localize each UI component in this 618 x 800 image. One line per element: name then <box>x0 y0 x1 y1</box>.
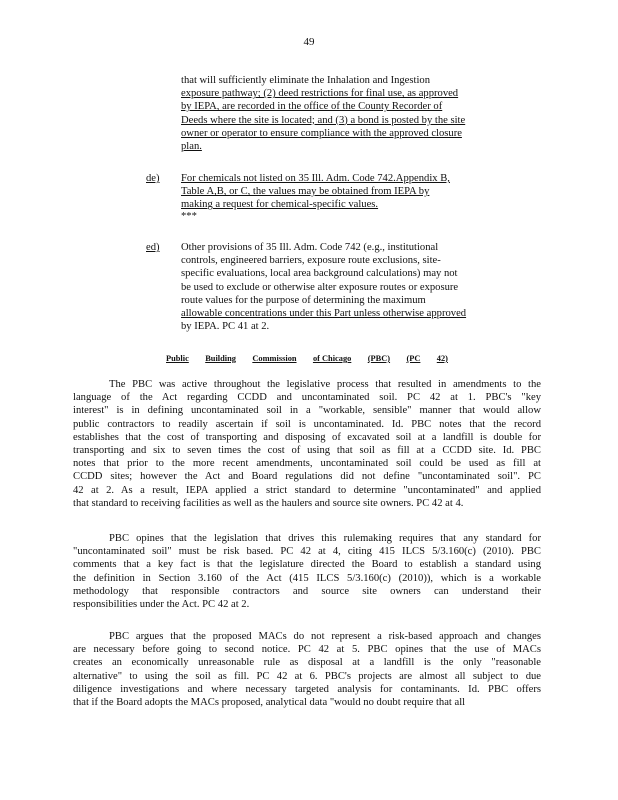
body-paragraph <box>73 532 541 611</box>
paragraph-line: language of the Act regarding CCDD and uncontaminated soil. PC 42 at 1. PBC's "key <box>73 392 541 404</box>
paragraph-line: responsibilities under the Act. PC 42 at 2. <box>73 599 250 611</box>
paragraph-line: creates an economically unreasonable rule as disposal at a landfill is the only "reasonable <box>73 657 541 669</box>
item-de-line: Table A,B, or C, the values may be obtained from IEPA by <box>181 186 430 198</box>
paragraph-line: 42 at 2. As a result, IEPA applied a strict standard to determine "uncontaminated" and applied <box>73 484 541 496</box>
item-de-line: making a request for chemical-specific values. <box>181 199 379 211</box>
continuation-line: exposure pathway; (2) deed restrictions for final use, as approved <box>181 88 459 100</box>
paragraph-line: establishes that the cost of transporting and disposing of excavated soil at a landfill is double for <box>73 431 541 443</box>
item-ed-line: specific evaluations, local area background calculations) may not <box>181 268 458 280</box>
item-ed-marker: ed) <box>146 242 160 253</box>
paragraph-line: CCDD sites; however the Act and Board regulations did not define "uncontaminated soil". PC <box>73 471 541 483</box>
paragraph-line: PBC argues that the proposed MACs do not represent a risk-based approach and changes <box>109 631 541 642</box>
paragraph-line: public contractors to readily ascertain if soil is uncontaminated. Id. PBC notes that the record <box>73 418 541 430</box>
subheading-word: Commission <box>252 354 297 363</box>
page-number: 49 <box>303 36 315 48</box>
paragraph-line: notes that prior to the more recent amendments, uncontaminated soil could be used as fill at <box>73 458 541 470</box>
continuation-line: by IEPA, are recorded in the office of the County Recorder of <box>181 101 443 113</box>
paragraph-line: are necessary before going to second notice. PC 42 at 5. PBC opines that the use of MACs <box>73 644 541 656</box>
item-ed-line: Other provisions of 35 Ill. Adm. Code 742 (e.g., institutional <box>181 242 439 253</box>
asterisks: *** <box>181 210 197 222</box>
section-subheading <box>166 352 448 365</box>
item-ed-line: allowable concentrations under this Part unless otherwise approved <box>181 308 467 320</box>
paragraph-line: interest" is in defining uncontaminated soil in a "workable, sensible" manner that would allow <box>73 405 541 417</box>
subheading-word: 42) <box>436 354 448 363</box>
paragraph-line: The PBC was active throughout the legislative process that resulted in amendments to the <box>109 379 541 390</box>
paragraph-line: the definition in Section 3.160 of the Act (415 ILCS 5/3.160(c) (2010)), which is a workable <box>73 572 541 584</box>
item-de-line: For chemicals not listed on 35 Ill. Adm. Code 742.Appendix B, <box>181 173 450 184</box>
body-paragraph <box>73 378 541 510</box>
paragraph-line: methodology that responsible contractors and source site owners can understand their <box>73 585 541 597</box>
item-de-marker: de) <box>146 173 160 184</box>
item-ed-block <box>181 241 497 333</box>
paragraph-line: transporting and six to seven times the cost of using that soil as fill at a CCDD site. Id. PBC <box>73 445 541 457</box>
subheading-word: of Chicago <box>312 354 352 363</box>
subheading-word: (PC <box>406 354 421 363</box>
subheading-word: (PBC) <box>367 354 391 363</box>
continuation-block <box>181 74 503 153</box>
body-paragraph <box>73 630 541 709</box>
item-de-block <box>181 172 489 221</box>
continuation-line: that will sufficiently eliminate the Inhalation and Ingestion <box>181 75 430 86</box>
item-ed-line: be used to exclude or otherwise alter exposure routes or exposure <box>181 281 459 293</box>
paragraph-line: alternative" to using the soil as fill. PC 42 at 6. PBC's projects are almost all subject to due <box>73 670 541 682</box>
continuation-line: plan. <box>181 141 202 153</box>
paragraph-line: diligence investigations and where necessary targeted analysis for contaminants. Id. PBC offers <box>73 683 541 695</box>
item-ed-line: route values for the purpose of determining the maximum <box>181 294 426 306</box>
subheading-word: Public <box>166 354 189 363</box>
paragraph-line: PBC opines that the legislation that drives this rulemaking requires that any standard for <box>109 533 541 544</box>
paragraph-line: "uncontaminated soil" must be risk based. PC 42 at 4, citing 415 ILCS 5/3.160(c) (2010). PBC <box>73 546 541 558</box>
paragraph-line: comments that a key fact is that the legislature directed the Board to establish a standard using <box>73 559 541 571</box>
continuation-line: owner or operator to ensure compliance with the approved closure <box>181 127 462 139</box>
item-ed-line: by IEPA. PC 41 at 2. <box>181 321 270 333</box>
paragraph-line: that if the Board adopts the MACs proposed, analytical data "would no doubt require that all <box>73 697 466 709</box>
paragraph-line: that standard to receiving facilities as well as the haulers and source site owners. PC 42 at 4. <box>73 497 464 509</box>
item-ed-line: controls, engineered barriers, exposure route exclusions, site- <box>181 255 441 267</box>
continuation-line: Deeds where the site is located; and (3) a bond is posted by the site <box>181 114 466 126</box>
subheading-word: Building <box>205 354 236 363</box>
